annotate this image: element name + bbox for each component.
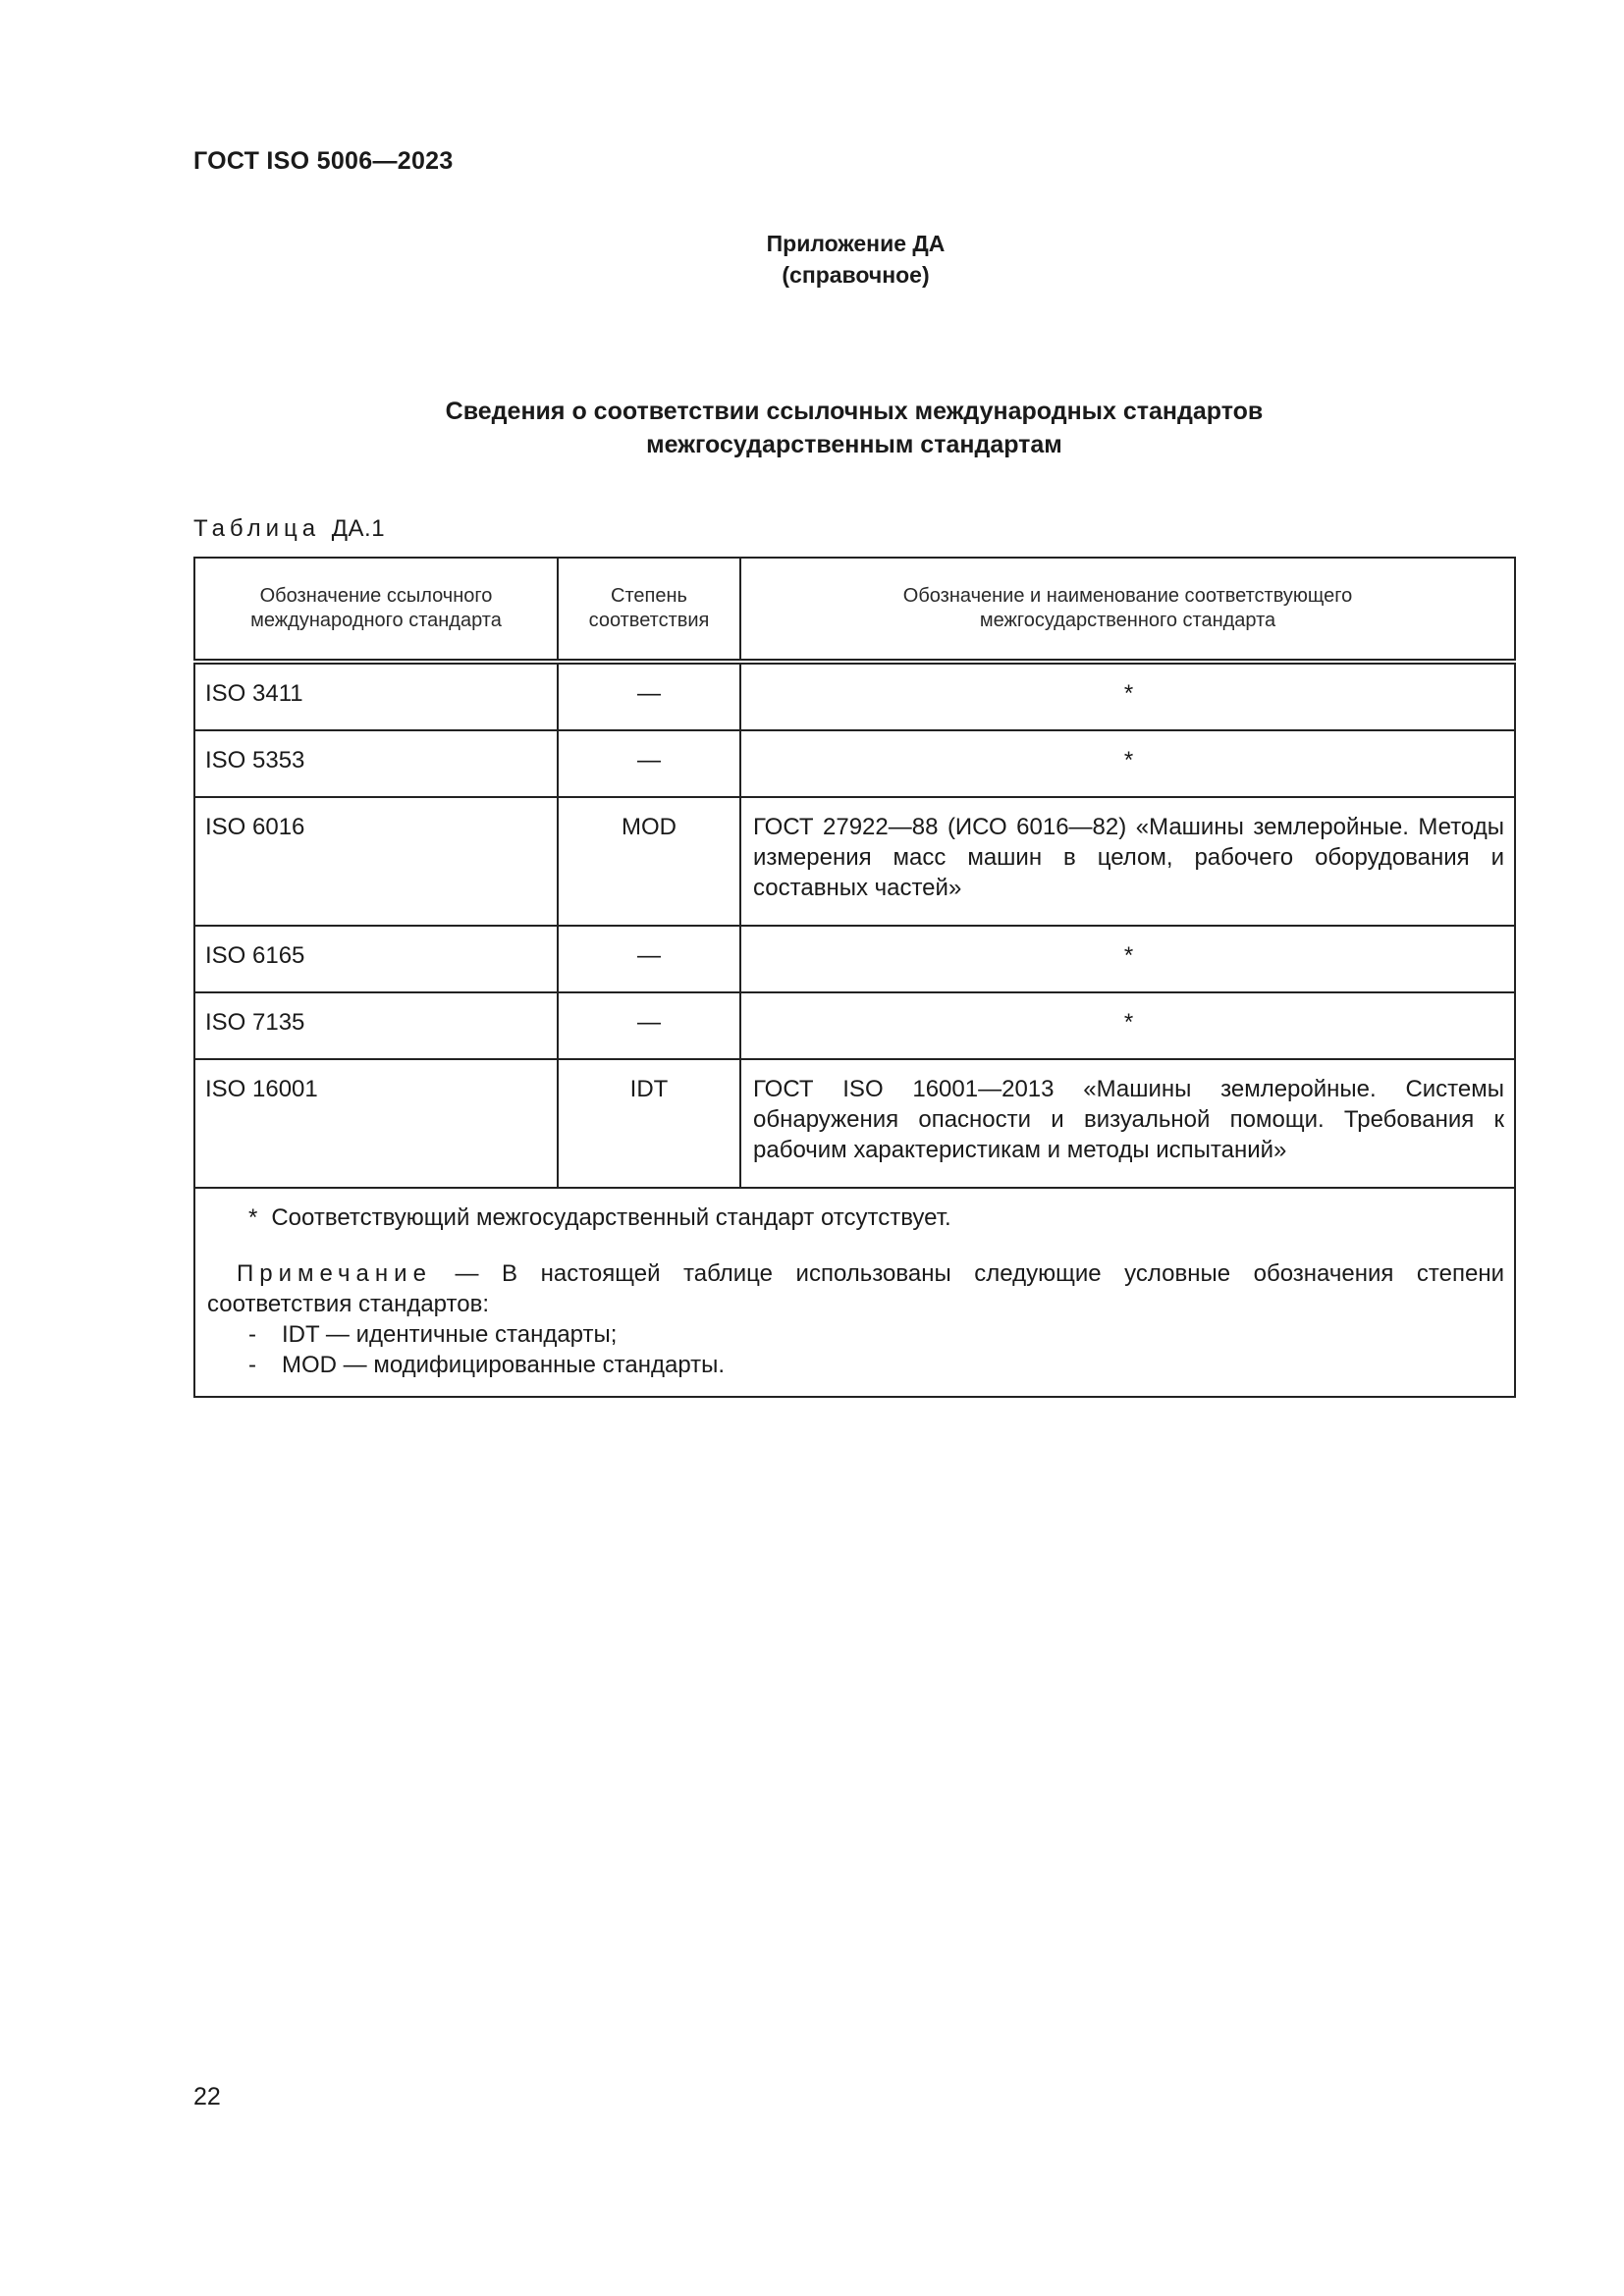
cell-name: * [740, 926, 1515, 992]
cell-name: * [740, 730, 1515, 797]
cell-code: ISO 6016 [194, 797, 558, 926]
table-footer-row [194, 1188, 1515, 1397]
table-row [194, 926, 1515, 992]
cell-code: ISO 16001 [194, 1059, 558, 1188]
list-dash: - [248, 1321, 256, 1348]
note-label: Примечание [237, 1260, 432, 1287]
section-title-line-2: межгосударственным стандартам [646, 431, 1062, 458]
appendix-kind: (справочное) [782, 262, 930, 288]
table-caption-number: ДА.1 [331, 515, 386, 542]
cell-degree: — [558, 662, 740, 730]
cell-degree: — [558, 926, 740, 992]
cell-code: ISO 3411 [194, 662, 558, 730]
header-col3-line1: Обозначение и наименование соответствующего [902, 585, 1353, 607]
note [207, 1258, 1504, 1319]
header-degree [558, 558, 740, 662]
list-item-text: MOD — модифицированные стандарты. [282, 1352, 726, 1378]
list-dash: - [248, 1352, 256, 1378]
table-row [194, 730, 1515, 797]
list-item [207, 1319, 1504, 1350]
footnote-text: Соответствующий межгосударственный стандарт отсутствует. [271, 1204, 951, 1231]
header-col1-line1: Обозначение ссылочного [259, 585, 493, 607]
cell-name: * [740, 992, 1515, 1059]
correspondence-table [193, 557, 1516, 1398]
table-row [194, 992, 1515, 1059]
list-item [207, 1350, 1504, 1380]
header-reference-standard [194, 558, 558, 662]
appendix-title: Приложение ДА [766, 231, 946, 256]
section-title [193, 395, 1515, 461]
header-interstate-standard [740, 558, 1515, 662]
header-col1-line2: международного стандарта [250, 610, 502, 631]
cell-degree: — [558, 730, 740, 797]
cell-code: ISO 5353 [194, 730, 558, 797]
section-title-line-1: Сведения о соответствии ссылочных международных стандартов [445, 398, 1264, 425]
cell-name: * [740, 662, 1515, 730]
footnote-mark: * [248, 1204, 258, 1231]
appendix-heading [0, 228, 1624, 291]
cell-degree: — [558, 992, 740, 1059]
footnote [207, 1202, 1504, 1233]
cell-code: ISO 6165 [194, 926, 558, 992]
table-row [194, 662, 1515, 730]
table-caption [193, 515, 385, 543]
cell-name: ГОСТ 27922—88 (ИСО 6016—82) «Машины землеройные. Методы измерения масс машин в целом, рабочего оборудования и составных частей» [740, 797, 1515, 926]
page-number: 22 [193, 2083, 221, 2110]
header-col3-line2: межгосударственного стандарта [979, 610, 1276, 631]
table-header-row [194, 558, 1515, 662]
document-designation: ГОСТ ISO 5006—2023 [193, 147, 454, 175]
table-row [194, 1059, 1515, 1188]
cell-degree: IDT [558, 1059, 740, 1188]
note-text: — В настоящей таблице использованы следующие условные обозначения степени соответствия стандартов: [207, 1260, 1505, 1317]
cell-degree: MOD [558, 797, 740, 926]
cell-name: ГОСТ ISO 16001—2013 «Машины землеройные. Системы обнаружения опасности и визуальной помощи. Требования к рабочим характеристикам и методы испытаний» [740, 1059, 1515, 1188]
header-col2-line1: Степень [611, 585, 687, 607]
table-caption-label: Таблица [193, 515, 321, 542]
table-row [194, 797, 1515, 926]
cell-code: ISO 7135 [194, 992, 558, 1059]
table-notes [194, 1188, 1515, 1397]
header-col2-line2: соответствия [588, 610, 710, 631]
list-item-text: IDT — идентичные стандарты; [282, 1321, 618, 1348]
